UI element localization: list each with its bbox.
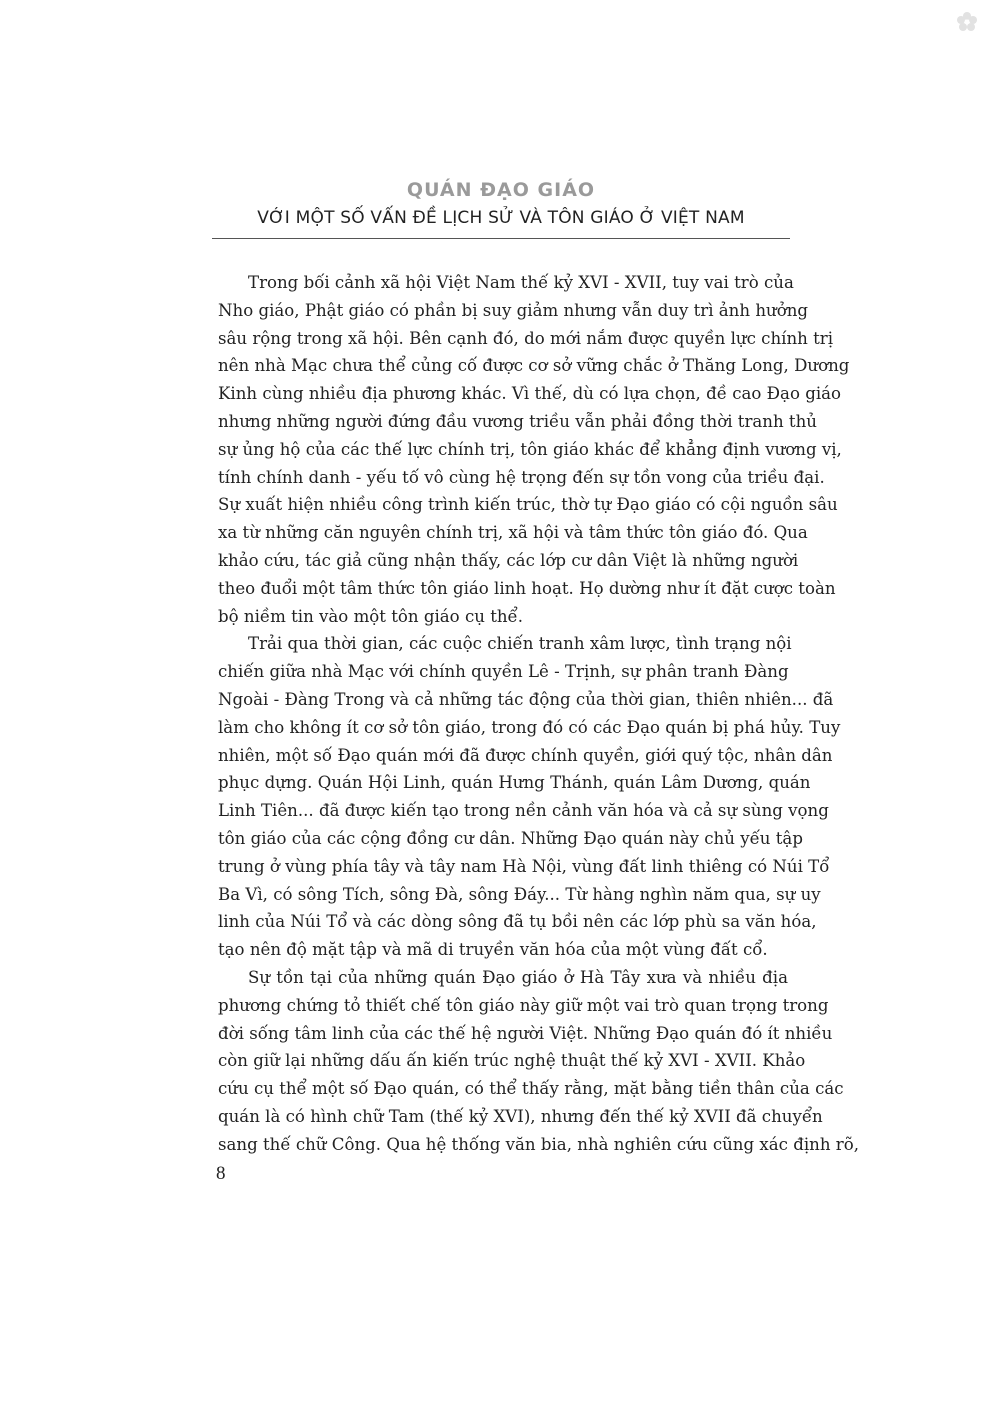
text-line: chiến giữa nhà Mạc với chính quyền Lê - Trịnh, sự phân tranh Đàng	[218, 662, 789, 682]
text-line: làm cho không ít cơ sở tôn giáo, trong đó có các Đạo quán bị phá hủy. Tuy	[218, 717, 841, 737]
text-line: Sự xuất hiện nhiều công trình kiến trúc, thờ tự Đạo giáo có cội nguồn sâu	[218, 495, 838, 515]
text-line: Ba Vì, có sông Tích, sông Đà, sông Đáy... Từ hàng nghìn năm qua, sự uy	[218, 884, 821, 904]
text-line: khảo cứu, tác giả cũng nhận thấy, các lớp cư dân Việt là những người	[218, 550, 799, 570]
text-line: tính chính danh - yếu tố vô cùng hệ trọng đến sự tồn vong của triều đại.	[218, 467, 825, 487]
text-line: quán là có hình chữ Tam (thế kỷ XVI), nhưng đến thế kỷ XVII đã chuyển	[218, 1106, 823, 1126]
text-line: linh của Núi Tổ và các dòng sông đã tụ bồi nên các lớp phù sa văn hóa,	[218, 912, 817, 932]
header-rule	[212, 238, 790, 239]
text-line: bộ niềm tin vào một tôn giáo cụ thể.	[218, 606, 524, 626]
flower-ornament-icon	[956, 11, 978, 33]
text-line: còn giữ lại những dấu ấn kiến trúc nghệ thuật thế kỷ XVI - XVII. Khảo	[218, 1051, 806, 1071]
book-subtitle: VỚI MỘT SỐ VẤN ĐỀ LỊCH SỬ VÀ TÔN GIÁO Ở VIỆT NAM	[257, 208, 745, 228]
series-title: QUÁN ĐẠO GIÁO	[406, 179, 596, 201]
text-line: nên nhà Mạc chưa thể củng cố được cơ sở vững chắc ở Thăng Long, Dương	[218, 356, 850, 376]
text-line: Linh Tiên... đã được kiến tạo trong nền cảnh văn hóa và cả sự sùng vọng	[218, 801, 829, 821]
text-line: phục dựng. Quán Hội Linh, quán Hưng Thánh, quán Lâm Dương, quán	[218, 773, 811, 793]
text-line: nhiên, một số Đạo quán mới đã được chính quyền, giới quý tộc, nhân dân	[218, 745, 833, 765]
text-line: Sự tồn tại của những quán Đạo giáo ở Hà Tây xưa và nhiều địa	[248, 967, 788, 987]
text-line: đời sống tâm linh của các thế hệ người Việt. Những Đạo quán đó ít nhiều	[218, 1023, 833, 1043]
text-line: Kinh cùng nhiều địa phương khác. Vì thế, dù có lựa chọn, đề cao Đạo giáo	[218, 384, 842, 404]
text-line: Trải qua thời gian, các cuộc chiến tranh xâm lược, tình trạng nội	[248, 634, 792, 654]
text-line: cứu cụ thể một số Đạo quán, có thể thấy rằng, mặt bằng tiền thân của các	[218, 1079, 844, 1099]
page-number: 8	[216, 1163, 226, 1184]
text-line: tạo nên độ mặt tập và mã di truyền văn hóa của một vùng đất cổ.	[218, 940, 768, 960]
paragraph	[218, 630, 841, 964]
text-line: theo đuổi một tâm thức tôn giáo linh hoạt. Họ dường như ít đặt cược toàn	[218, 578, 836, 598]
text-line: nhưng những người đứng đầu vương triều vẫn phải đồng thời tranh thủ	[218, 411, 817, 431]
paragraph	[218, 269, 850, 630]
paragraph	[218, 964, 859, 1159]
text-line: Trong bối cảnh xã hội Việt Nam thế kỷ XVI - XVII, tuy vai trò của	[248, 273, 794, 292]
text-line: Ngoài - Đàng Trong và cả những tác động của thời gian, thiên nhiên... đã	[218, 689, 834, 709]
text-line: Nho giáo, Phật giáo có phần bị suy giảm nhưng vẫn duy trì ảnh hưởng	[218, 300, 809, 320]
running-header	[212, 178, 790, 230]
text-line: sâu rộng trong xã hội. Bên cạnh đó, do mới nắm được quyền lực chính trị	[218, 328, 833, 348]
text-line: sự ủng hộ của các thế lực chính trị, tôn giáo khác để khẳng định vương vị,	[218, 439, 842, 459]
body-text	[218, 269, 859, 1159]
text-line: phương chứng tỏ thiết chế tôn giáo này giữ một vai trò quan trọng trong	[218, 995, 829, 1015]
text-line: xa từ những căn nguyên chính trị, xã hội và tâm thức tôn giáo đó. Qua	[218, 523, 808, 543]
text-line: trung ở vùng phía tây và tây nam Hà Nội, vùng đất linh thiêng có Núi Tổ	[218, 856, 830, 876]
text-line: tôn giáo của các cộng đồng cư dân. Những Đạo quán này chủ yếu tập	[218, 828, 803, 848]
text-line: sang thế chữ Công. Qua hệ thống văn bia, nhà nghiên cứu cũng xác định rõ,	[218, 1134, 859, 1154]
